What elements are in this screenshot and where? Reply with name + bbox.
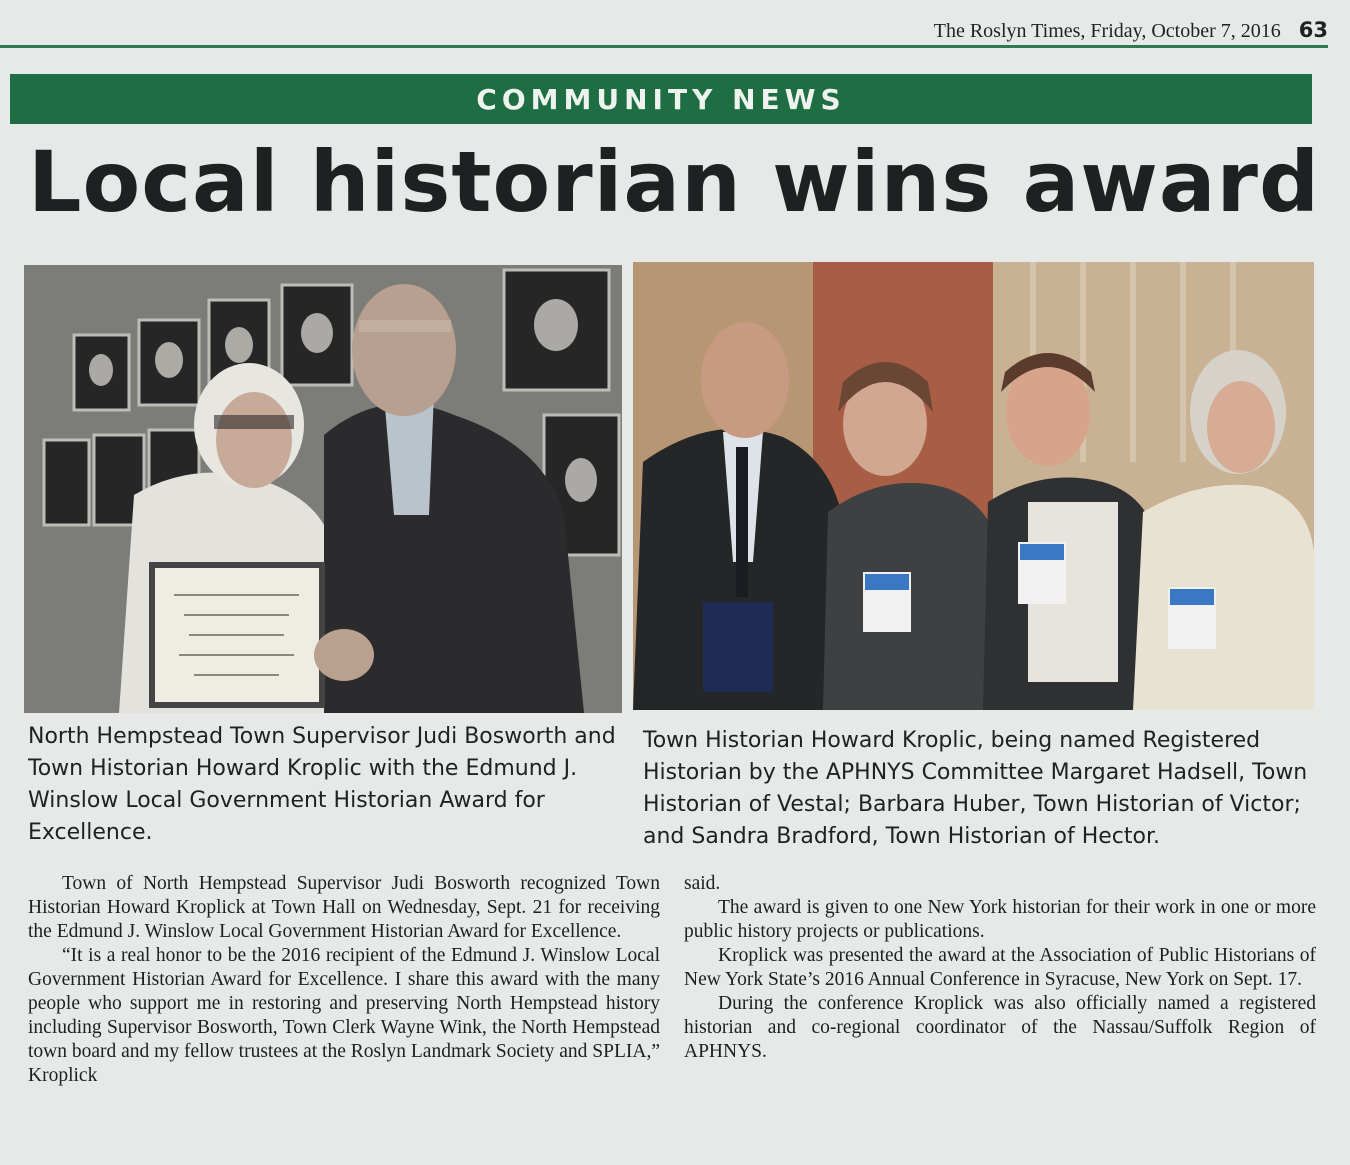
article-column-left bbox=[28, 872, 660, 1088]
article-column-right bbox=[684, 872, 1316, 1064]
page-number: 63 bbox=[1298, 18, 1328, 42]
article-paragraph: During the conference Kroplick was also officially named a registered historian and co-regional coordinator of the Nassau/Suffolk Region of APHNYS. bbox=[684, 993, 1316, 1062]
photo-award-presentation bbox=[24, 265, 622, 713]
publication-line: The Roslyn Times, Friday, October 7, 2016 bbox=[933, 20, 1281, 42]
section-label: COMMUNITY NEWS bbox=[476, 82, 846, 116]
article-paragraph: Town of North Hempstead Supervisor Judi Bosworth recognized Town Historian Howard Kroplick at Town Hall on Wednesday, Sept. 21 for receiving the Edmund J. Winslow Local Government Historian Award for Excellence. bbox=[28, 873, 660, 942]
photo-conference-group bbox=[633, 262, 1314, 710]
section-banner bbox=[10, 74, 1312, 124]
caption-left: North Hempstead Town Supervisor Judi Bosworth and Town Historian Howard Kroplic with the Edmund J. Winslow Local Government Historian Award for Excellence. bbox=[28, 724, 616, 845]
article-paragraph: The award is given to one New York historian for their work in one or more public history projects or publications. bbox=[684, 897, 1316, 942]
headline: Local historian wins award bbox=[28, 133, 1321, 231]
caption-right: Town Historian Howard Kroplic, being named Registered Historian by the APHNYS Committee Margaret Hadsell, Town Historian of Vestal; Barbara Huber, Town Historian of Victor; and Sandra Bradford, Town Historian of Hector. bbox=[643, 728, 1308, 849]
article-paragraph: “It is a real honor to be the 2016 recipient of the Edmund J. Winslow Local Government Historian Award for Excellence. I share this award with the many people who support me in restoring and preserving North Hempstead history including Supervisor Bosworth, Town Clerk Wayne Wink, the North Hempstead town board and my fellow trustees at the Roslyn Landmark Society and SPLIA,” Kroplick bbox=[28, 945, 660, 1086]
masthead-rule bbox=[0, 45, 1328, 48]
article-paragraph: Kroplick was presented the award at the Association of Public Historians of New York State’s 2016 Annual Conference in Syracuse, New York on Sept. 17. bbox=[684, 945, 1316, 990]
article-continuation: said. bbox=[684, 873, 721, 894]
masthead bbox=[0, 18, 1328, 43]
